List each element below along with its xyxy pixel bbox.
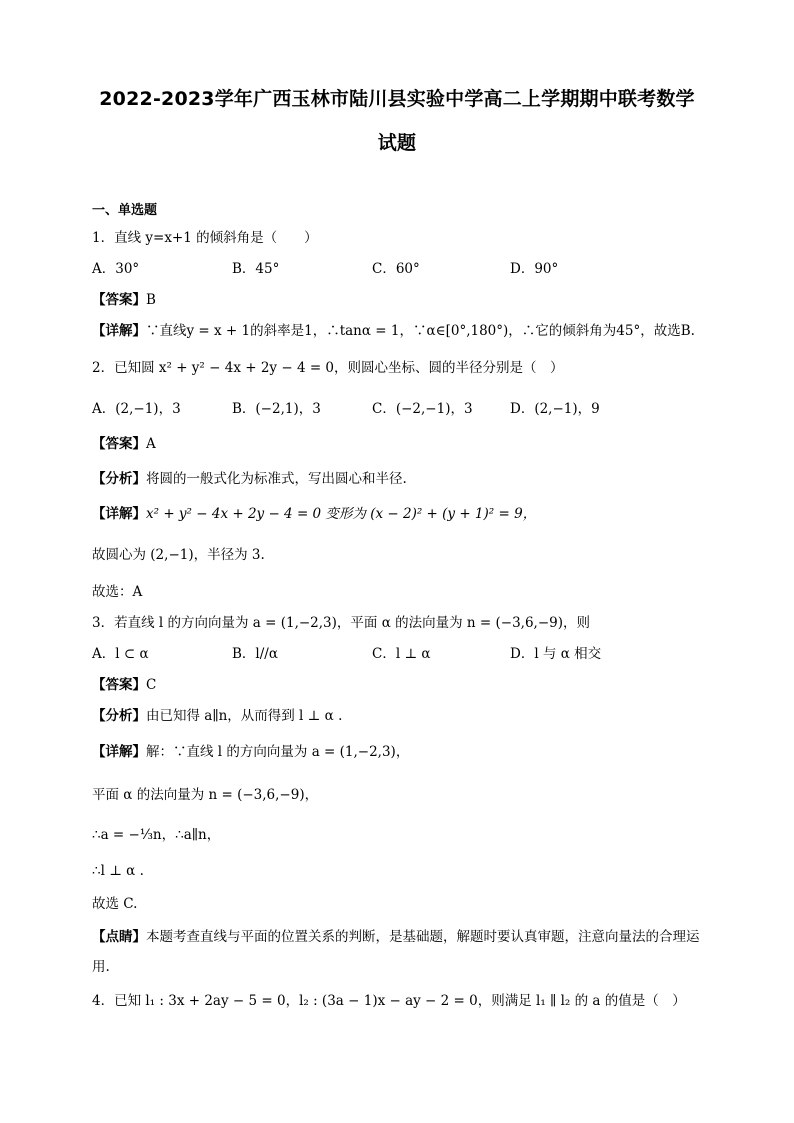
q3-analysis [92,707,342,725]
q3-detail-line3: ∴a = −⅓n，∴a∥n， [92,827,221,843]
q2-answer [92,435,156,453]
q4-stem: 4．已知 l₁ : 3x + 2ay − 5 = 0，l₂ : (3a − 1)x − ay − 2 = 0，则满足 l₁ ∥ l₂ 的 a 的值是（ ） [92,993,686,1009]
q3-detail-line2: 平面 α 的法向量为 n = (−3,6,−9)， [92,787,319,803]
q2-detail [92,505,536,523]
answer-tag: 【答案】 [92,292,146,308]
analysis-text: 由已知得 a∥n，从而得到 l ⊥ α . [146,708,343,724]
comment-text: 本题考查直线与平面的位置关系的判断，是基础题，解题时要认真审题，注意向量法的合理运用. [92,929,700,975]
q2-detail-line2: 故圆心为 (2,−1)，半径为 3. [92,547,265,563]
analysis-tag: 【分析】 [92,471,146,487]
detail-tag: 【详解】 [92,506,146,522]
detail-text: 解：∵直线 l 的方向向量为 a = (1,−2,3)， [146,744,410,760]
q3-answer [92,676,156,694]
q1-option-d: D．90° [510,261,559,277]
q2-option-a: A．(2,−1)，3 [92,401,181,417]
section-heading: 一、单选题 [92,203,158,218]
answer-tag: 【答案】 [92,436,146,452]
q3-detail-line4: ∴l ⊥ α . [92,863,144,879]
q1-detail [92,322,695,340]
analysis-text: 将圆的一般式化为标准式，写出圆心和半径. [146,471,407,487]
document-title-line1: 2022-2023学年广西玉林市陆川县实验中学高二上学期期中联考数学 [99,88,695,110]
q2-analysis [92,470,407,488]
q2-detail-line3: 故选：A [92,584,143,600]
q3-comment [92,922,712,982]
q3-option-b: B．l//α [232,646,278,662]
answer-tag: 【答案】 [92,677,146,693]
q2-option-c: C．(−2,−1)，3 [372,401,473,417]
q1-option-c: C．60° [372,261,420,277]
detail-text: x² + y² − 4x + 2y − 4 = 0 变形为 (x − 2)² + (y + 1)² = 9， [146,506,537,522]
analysis-tag: 【分析】 [92,708,146,724]
q2-option-d: D．(2,−1)，9 [510,401,600,417]
q3-stem: 3．若直线 l 的方向向量为 a = (1,−2,3)，平面 α 的法向量为 n = (−3,6,−9)，则 [92,615,591,631]
comment-tag: 【点睛】 [92,929,146,945]
q1-answer [92,291,156,309]
q1-option-a: A．30° [92,261,140,277]
detail-text: ∵直线y = x + 1的斜率是1，∴tanα = 1，∵α∈[0°,180°)，∴它的倾斜角为45°，故选B. [146,323,695,339]
detail-tag: 【详解】 [92,744,146,760]
q2-option-b: B．(−2,1)，3 [232,401,321,417]
q1-option-b: B．45° [232,261,280,277]
answer-value: C [146,677,157,693]
detail-tag: 【详解】 [92,323,146,339]
q3-option-c: C．l ⊥ α [372,646,431,662]
q3-option-a: A．l ⊂ α [92,646,149,662]
q1-stem: 1．直线 y=x+1 的倾斜角是（ ） [92,230,318,246]
document-title-line2: 试题 [377,132,417,154]
q3-option-d: D．l 与 α 相交 [510,646,602,662]
answer-value: A [146,436,156,452]
answer-value: B [146,292,156,308]
q2-stem: 2．已知圆 x² + y² − 4x + 2y − 4 = 0，则圆心坐标、圆的半径分别是（ ） [92,360,564,376]
q3-detail-line5: 故选 C. [92,896,138,912]
q3-detail [92,743,409,761]
